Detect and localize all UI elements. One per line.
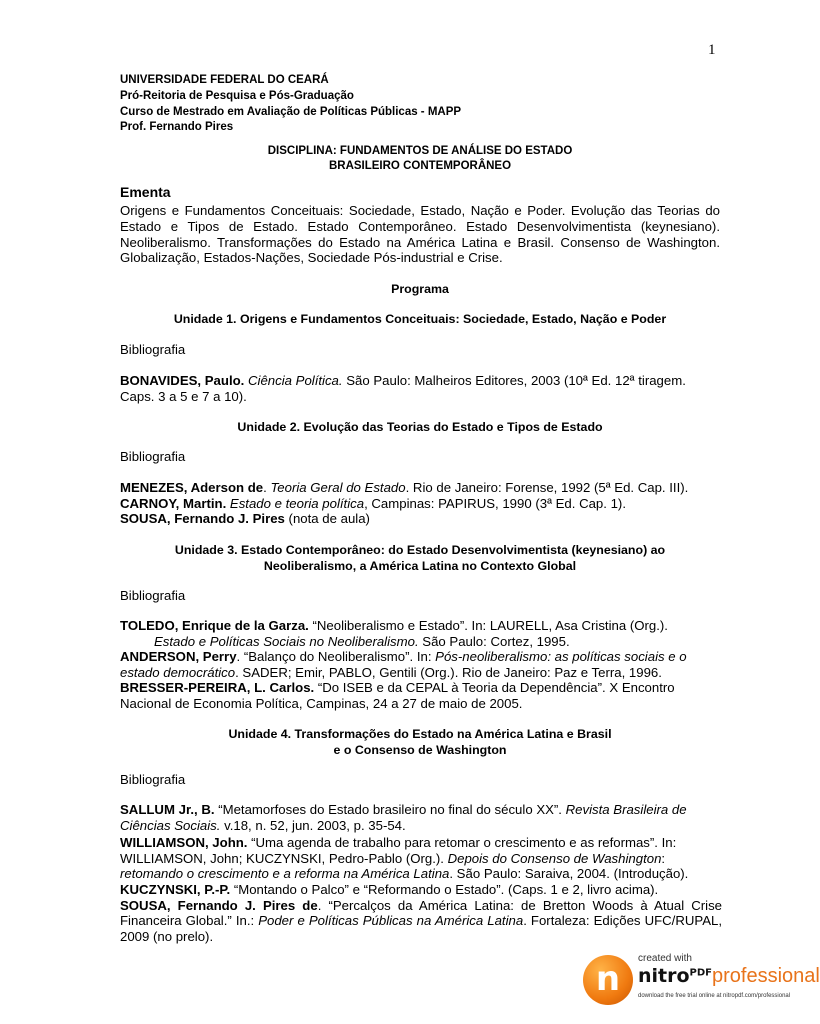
reference-item: BRESSER-PEREIRA, L. Carlos. “Do ISEB e da CEPAL à Teoria da Dependência”. X Encontro — [120, 680, 675, 696]
programa-heading: Programa — [391, 282, 449, 296]
nitro-watermark-logo: n created with nitro$^{PDF}$professional download the free trial online at nitropdf.com/professional — [583, 951, 788, 1021]
ementa-heading: Ementa — [120, 184, 171, 200]
nitro-logo-icon: n — [583, 955, 633, 1005]
unidade-4-title: Unidade 4. Transformações do Estado na América Latina e Brasil e o Consenso de Washington — [228, 727, 612, 757]
reference-item: KUCZYNSKI, P.-P. “Montando o Palco” e “Reformando o Estado”. (Caps. 1 e 2, livro acima). — [120, 881, 659, 897]
bibliografia-label-1: Bibliografia — [120, 342, 186, 357]
professor-name: Prof. Fernando Pires — [120, 121, 234, 134]
unidade-2-title: Unidade 2. Evolução das Teorias do Estado e Tipos de Estado — [237, 420, 603, 434]
discipline-title: DISCIPLINA: FUNDAMENTOS DE ANÁLISE DO ESTADO BRASILEIRO CONTEMPORÂNEO — [267, 145, 573, 172]
unidade-3-title: Unidade 3. Estado Contemporâneo: do Estado Desenvolvimentista (keynesiano) ao Neoliberalismo, a América Latina no Contexto Global — [174, 543, 666, 573]
unidade-1-references: BONAVIDES, Paulo. Ciência Política. São Paulo: Malheiros Editores, 2003 (10ª Ed. 12ª tiragem. Caps. 3 a 5 e 7 a 10). — [120, 373, 722, 404]
ementa-text: Origens e Fundamentos Conceituais: Sociedade, Estado, Nação e Poder. Evolução das Teorias do Estado e Tipos de Estado. Estado Contemporâneo. Estado Desenvolvimentista (keynesiano). Neoliberalismo. Transformações do Estado na América Latina e Brasil. Consenso de Washington. Globalização, Estados-Nações, Sociedade Pós-industrial e Crise. — [120, 203, 720, 266]
university-name: UNIVERSIDADE FEDERAL DO CEARÁ — [120, 74, 329, 86]
reference-item: BONAVIDES, Paulo. Ciência Política. São Paulo: Malheiros Editores, 2003 (10ª Ed. 12ª tiragem. — [120, 373, 686, 388]
bibliografia-label-2: Bibliografia — [120, 449, 186, 464]
reference-item: MENEZES, Aderson de. Teoria Geral do Estado. Rio de Janeiro: Forense, 1992 (5ª Ed. Cap. III). — [120, 480, 689, 495]
unidade-4-references: SALLUM Jr., B. “Metamorfoses do Estado brasileiro no final do século XX”. Revista Brasileira de Ciências Sociais. v.18, n. 52, jun. 2003, p. 35-54. WILLIAMSON, John. “Uma agenda de trabalho para retomar o crescimento e as reformas”. In: WILLIAMSON, John; KUCZYNSKI, Pedro-Pablo (Org.). Depois do Consenso de Washington: retomando o crescimento e a reforma na América Latina. São Paulo: Saraiva, 2004. (Introdução). KUCZYNSKI, P.-P. “Montando o Palco” e “Reformando o Estado”. (Caps. 1 e 2, livro acima). SOUSA, Fernando J. Pires de. “Percalços da América Latina: de Bretton Woods à Atual Crise Financeira Global.” In.: Poder e Políticas Públicas na América Latina. Fortaleza: Edições UFC/RUPAL, 2009 (no prelo). — [120, 802, 722, 944]
course-name: Curso de Mestrado em Avaliação de Políticas Públicas - MAPP — [120, 105, 462, 118]
reference-item: SALLUM Jr., B. “Metamorfoses do Estado brasileiro no final do século XX”. Revista Brasileira de — [120, 802, 687, 817]
pro-rectory: Pró-Reitoria de Pesquisa e Pós-Graduação — [120, 89, 354, 102]
bibliografia-label-4: Bibliografia — [120, 772, 186, 787]
unidade-1-title: Unidade 1. Origens e Fundamentos Conceituais: Sociedade, Estado, Nação e Poder — [173, 312, 667, 326]
reference-item: SOUSA, Fernando J. Pires (nota de aula) — [120, 511, 370, 527]
reference-item: ANDERSON, Perry. “Balanço do Neoliberalismo”. In: Pós-neoliberalismo: as políticas sociais e o — [120, 649, 687, 665]
reference-item: WILLIAMSON, John. “Uma agenda de trabalho para retomar o crescimento e as reformas”. In: — [120, 835, 677, 851]
institution-header — [120, 73, 461, 136]
reference-item: TOLEDO, Enrique de la Garza. “Neoliberalismo e Estado”. In: LAURELL, Asa Cristina (Org.). — [120, 618, 668, 633]
unidade-2-references — [120, 480, 722, 527]
unidade-3-references: TOLEDO, Enrique de la Garza. “Neoliberalismo e Estado”. In: LAURELL, Asa Cristina (Org.). Estado e Políticas Sociais no Neoliberalismo. São Paulo: Cortez, 1995. ANDERSON, Perry. “Balanço do Neoliberalismo”. In: Pós-neoliberalismo: as políticas sociais e o estado democrático. SADER; Emir, PABLO, Gentili (Org.). Rio de Janeiro: Paz e Terra, 1996. BRESSER-PEREIRA, L. Carlos. “Do ISEB e da CEPAL à Teoria da Dependência”. X Encontro Nacional de Economia Política, Campinas, 24 a 27 de maio de 2005. — [120, 618, 722, 712]
reference-item: SOUSA, Fernando J. Pires de. “Percalços da América Latina: de Bretton Woods à Atual Crise Financeira Global.” In.: Poder e Políticas Públicas na América Latina. Fortaleza: Edições UFC/RUPAL, 2009 (no prelo). — [120, 897, 722, 944]
bibliografia-label-3: Bibliografia — [120, 588, 186, 603]
page-number: 1 — [708, 42, 716, 58]
reference-item: CARNOY, Martin. Estado e teoria política, Campinas: PAPIRUS, 1990 (3ª Ed. Cap. 1). — [120, 495, 626, 511]
